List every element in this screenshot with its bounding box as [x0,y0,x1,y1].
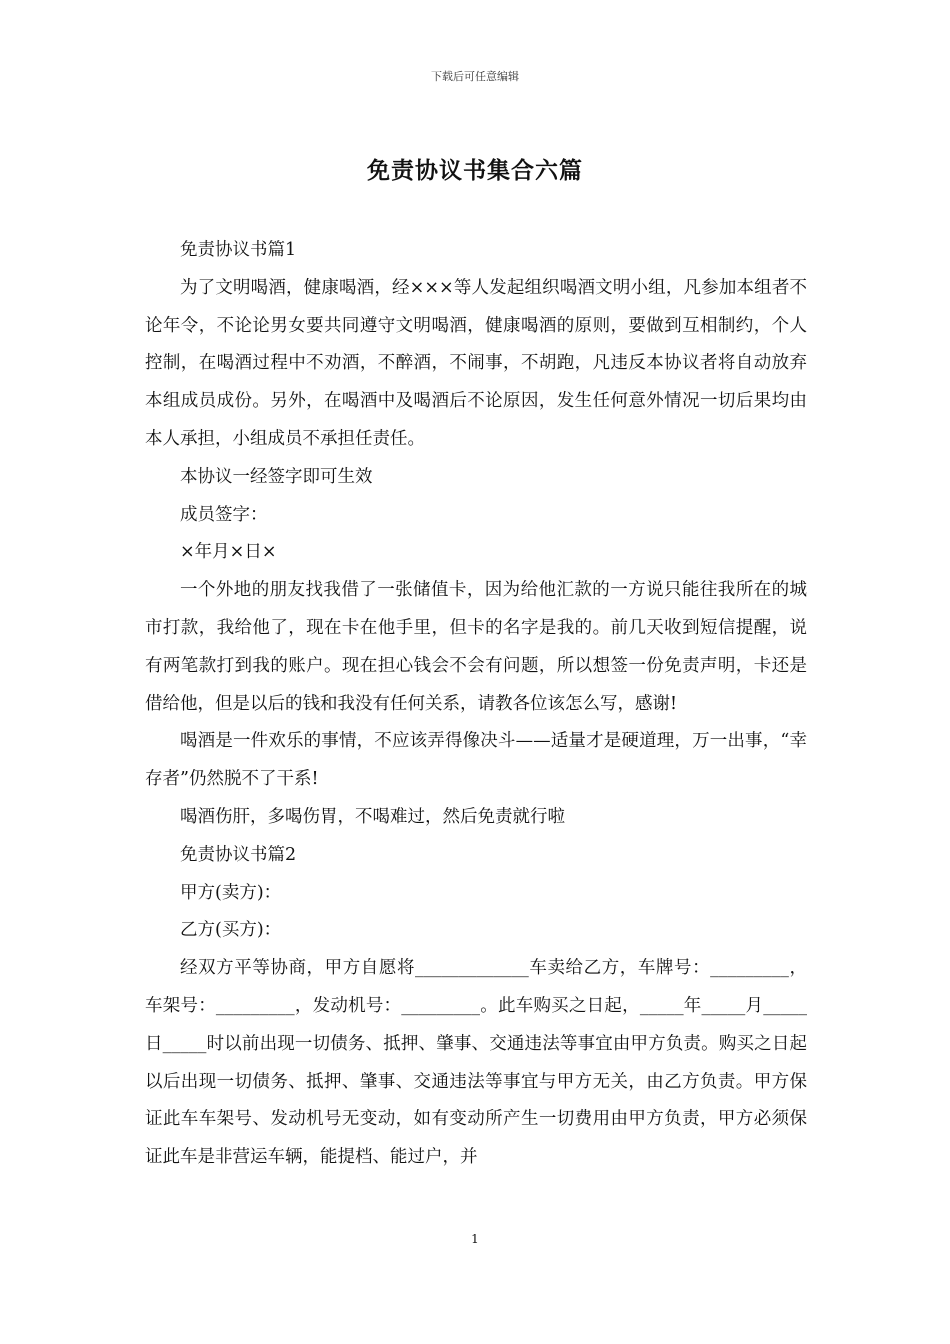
signature-line: 成员签字： [180,504,268,525]
paragraph: 喝酒伤肝，多喝伤胃，不喝难过，然后免责就行啦 [180,806,565,827]
section-heading-1: 免责协议书篇1 [180,240,297,260]
date-line: ×年月×日× [180,542,277,563]
party-b-line: 乙方(买方)： [180,920,282,941]
paragraph: 为了文明喝酒，健康喝酒，经×××等人发起组织喝酒文明小组，凡参加本组者不论年令，不论论男女要共同遵守文明喝酒，健康喝酒的原则，要做到互相制约，个人控制，在喝酒过程中不劝酒，不醉酒，不闹事，不胡跑，凡违反本协议者将自动放弃本组成员成份。另外，在喝酒中及喝酒后不论原因，发生任何意外情况一切后果均由本人承担，小组成员不承担任责任。 [145,277,807,449]
paragraph: 喝酒是一件欢乐的事情，不应该弄得像决斗——适量才是硬道理，万一出事，“幸存者”仍然脱不了干系! [145,731,807,790]
document-body [145,232,807,1177]
party-a-line: 甲方(卖方)： [180,882,282,903]
paragraph: 本协议一经签字即可生效 [180,466,373,487]
section-heading-2: 免责协议书篇2 [180,844,297,865]
paragraph: 一个外地的朋友找我借了一张储值卡，因为给他汇款的一方说只能往我所在的城市打款，我给他了，现在卡在他手里，但卡的名字是我的。前几天收到短信提醒，说有两笔款打到我的账户。现在担心钱会不会有问题，所以想签一份免责声明，卡还是借给他，但是以后的钱和我没有任何关系，请教各位该怎么写，感谢! [145,580,807,714]
document-title: 免责协议书集合六篇 [367,157,583,184]
header-note: 下载后可任意编辑 [431,70,519,83]
paragraph: 经双方平等协商，甲方自愿将_____________车卖给乙方，车牌号：_________，车架号：_________，发动机号：_________。此车购买之日起，_____年_____月_____日_____时以前出现一切债务、抵押、肇事、交通违法等事宜由甲方负责。购买之日起以后出现一切债务、抵押、肇事、交通违法等事宜与甲方无关，由乙方负责。甲方保证此车车架号、发动机号无变动，如有变动所产生一切费用由甲方负责，甲方必须保证此车是非营运车辆，能提档、能过户，并 [145,958,807,1168]
page-number: 1 [471,1232,479,1246]
